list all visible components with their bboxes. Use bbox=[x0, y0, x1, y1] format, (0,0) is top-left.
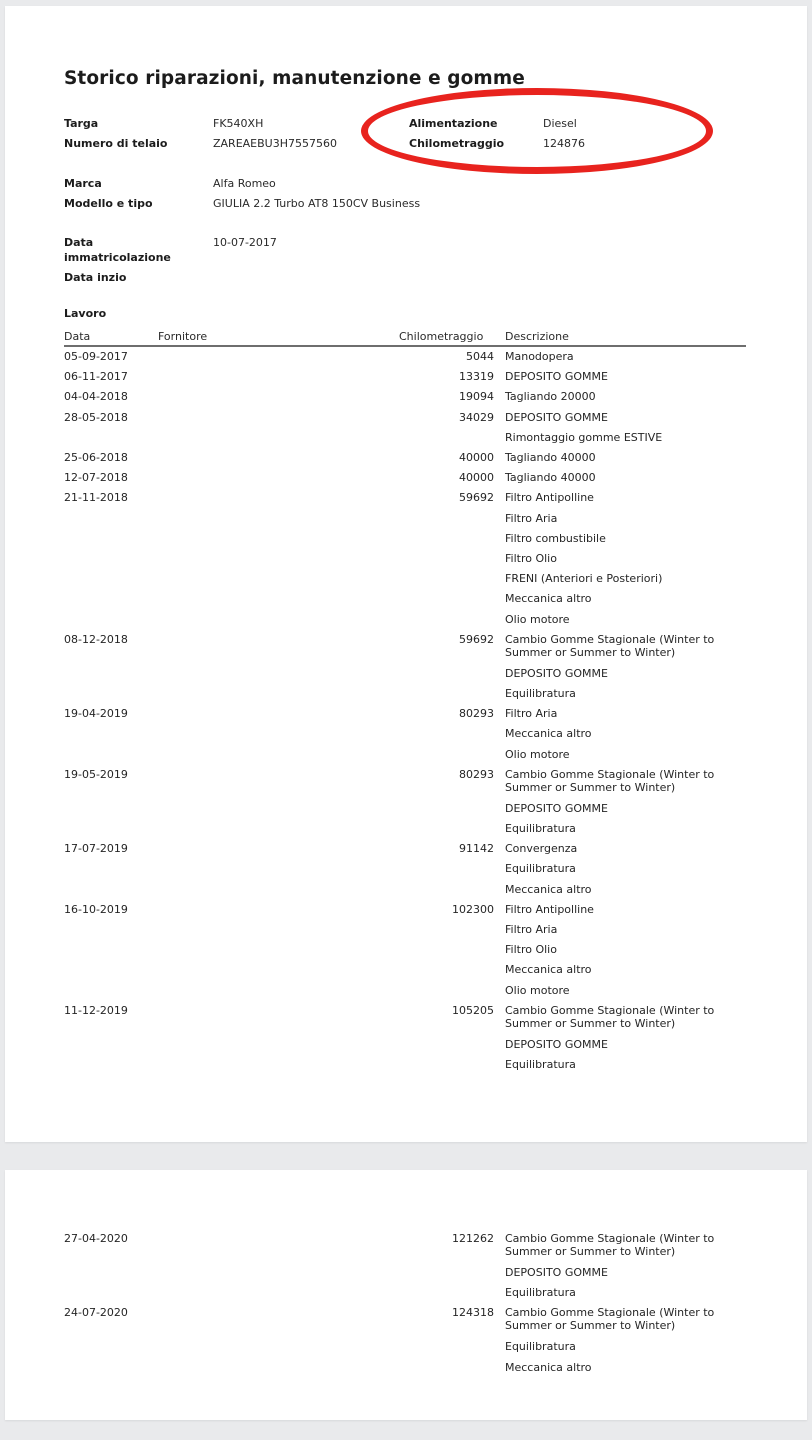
row-description bbox=[505, 411, 745, 451]
modello-label: Modello e tipo bbox=[64, 197, 153, 210]
row-km: 91142 bbox=[459, 842, 494, 856]
row-description bbox=[505, 350, 745, 370]
description-item: DEPOSITO GOMME bbox=[505, 666, 608, 680]
description-item: Meccanica altro bbox=[505, 727, 592, 741]
row-date: 27-04-2020 bbox=[64, 1232, 128, 1245]
document-page-1 bbox=[5, 6, 807, 1142]
description-item: Equilibratura bbox=[505, 686, 576, 700]
column-header-descrizione: Descrizione bbox=[505, 330, 569, 343]
targa-value: FK540XH bbox=[213, 117, 264, 130]
telaio-label: Numero di telaio bbox=[64, 137, 168, 150]
description-item: Tagliando 40000 bbox=[505, 451, 596, 464]
row-km: 5044 bbox=[466, 350, 494, 363]
description-item: Tagliando 20000 bbox=[505, 390, 596, 404]
row-date: 16-10-2019 bbox=[64, 902, 128, 916]
description-item: Filtro Aria bbox=[505, 922, 558, 936]
description-item: Equilibratura bbox=[505, 1286, 576, 1300]
row-date: 04-04-2018 bbox=[64, 390, 128, 404]
chilometraggio-label: Chilometraggio bbox=[409, 137, 505, 150]
column-header-chilometraggio: Chilometraggio bbox=[399, 330, 484, 343]
row-date: 28-05-2018 bbox=[64, 410, 128, 424]
description-item: Filtro Aria bbox=[505, 511, 558, 525]
row-description bbox=[505, 491, 745, 632]
description-item: Filtro combustibile bbox=[505, 531, 606, 545]
page-title: Storico riparazioni, manutenzione e gomme bbox=[64, 68, 525, 89]
header-divider bbox=[64, 345, 746, 347]
row-description bbox=[505, 1306, 745, 1380]
row-km: 59692 bbox=[459, 491, 494, 505]
description-item: Tagliando 40000 bbox=[505, 471, 596, 485]
row-date: 24-07-2020 bbox=[64, 1306, 128, 1320]
row-km: 124318 bbox=[452, 1306, 494, 1320]
description-item: Equilibratura bbox=[505, 821, 576, 835]
row-description bbox=[505, 451, 745, 471]
description-item: DEPOSITO GOMME bbox=[505, 370, 608, 384]
description-item: Olio motore bbox=[505, 983, 570, 997]
description-item: Convergenza bbox=[505, 842, 578, 856]
row-description bbox=[505, 370, 745, 390]
alimentazione-label: Alimentazione bbox=[409, 117, 498, 130]
row-date: 05-09-2017 bbox=[64, 350, 128, 363]
inizio-label: Data inzio bbox=[64, 271, 127, 284]
description-item: DEPOSITO GOMME bbox=[505, 410, 608, 424]
targa-label: Targa bbox=[64, 117, 99, 130]
row-km: 105205 bbox=[452, 1003, 494, 1017]
marca-value: Alfa Romeo bbox=[213, 177, 276, 190]
row-description bbox=[505, 1232, 745, 1306]
description-item: Equilibratura bbox=[505, 862, 576, 876]
description-item: DEPOSITO GOMME bbox=[505, 1037, 608, 1051]
row-description bbox=[505, 471, 745, 491]
description-item: Filtro Olio bbox=[505, 943, 557, 957]
row-date: 19-05-2019 bbox=[64, 767, 128, 781]
row-km: 80293 bbox=[459, 707, 494, 721]
row-date: 12-07-2018 bbox=[64, 471, 128, 485]
row-description bbox=[505, 903, 745, 1004]
row-description bbox=[505, 633, 745, 707]
section-label-lavoro: Lavoro bbox=[64, 307, 107, 320]
column-header-fornitore: Fornitore bbox=[158, 330, 208, 343]
row-km: 34029 bbox=[459, 410, 494, 424]
row-date: 19-04-2019 bbox=[64, 707, 128, 721]
row-km: 121262 bbox=[452, 1232, 494, 1245]
row-km: 13319 bbox=[459, 370, 494, 384]
row-date: 25-06-2018 bbox=[64, 451, 128, 464]
alimentazione-value: Diesel bbox=[543, 117, 577, 130]
document-page-2 bbox=[5, 1170, 807, 1420]
row-description bbox=[505, 707, 745, 768]
column-header-data: Data bbox=[64, 330, 91, 343]
description-item: Olio motore bbox=[505, 612, 570, 626]
highlight-circle bbox=[361, 88, 713, 174]
description-item: DEPOSITO GOMME bbox=[505, 1266, 608, 1279]
row-date: 06-11-2017 bbox=[64, 370, 128, 384]
description-item: Meccanica altro bbox=[505, 963, 592, 977]
row-date: 08-12-2018 bbox=[64, 632, 128, 646]
description-item: Filtro Olio bbox=[505, 551, 557, 565]
description-item: Meccanica altro bbox=[505, 882, 592, 896]
chilometraggio-value: 124876 bbox=[543, 137, 585, 150]
marca-label: Marca bbox=[64, 177, 102, 190]
row-date: 21-11-2018 bbox=[64, 491, 128, 505]
row-km: 102300 bbox=[452, 902, 494, 916]
description-item: Cambio Gomme Stagionale (Winter to Summer or Summer to Winter) bbox=[505, 1003, 715, 1030]
description-item: DEPOSITO GOMME bbox=[505, 801, 608, 815]
row-km: 19094 bbox=[459, 390, 494, 404]
immatricolazione-value: 10-07-2017 bbox=[213, 236, 277, 249]
description-item: Equilibratura bbox=[505, 1340, 576, 1354]
description-item: Meccanica altro bbox=[505, 592, 592, 606]
description-item: Rimontaggio gomme ESTIVE bbox=[505, 430, 663, 444]
description-item: Equilibratura bbox=[505, 1057, 576, 1071]
description-item: FRENI (Anteriori e Posteriori) bbox=[505, 572, 663, 586]
description-item: Cambio Gomme Stagionale (Winter to Summer or Summer to Winter) bbox=[505, 1306, 715, 1333]
description-item: Filtro Antipolline bbox=[505, 902, 594, 916]
description-item: Meccanica altro bbox=[505, 1360, 592, 1374]
row-date: 11-12-2019 bbox=[64, 1003, 128, 1017]
telaio-value: ZAREAEBU3H7557560 bbox=[213, 137, 337, 150]
modello-value: GIULIA 2.2 Turbo AT8 150CV Business bbox=[213, 197, 421, 210]
row-date: 17-07-2019 bbox=[64, 842, 128, 856]
immatricolazione-label: Data immatricolazione bbox=[64, 236, 171, 264]
description-item: Cambio Gomme Stagionale (Winter to Summer or Summer to Winter) bbox=[505, 767, 715, 794]
row-description bbox=[505, 842, 745, 903]
row-km: 59692 bbox=[459, 632, 494, 646]
row-km: 40000 bbox=[459, 451, 494, 464]
description-item: Cambio Gomme Stagionale (Winter to Summer or Summer to Winter) bbox=[505, 632, 715, 659]
description-item: Manodopera bbox=[505, 350, 574, 363]
description-item: Filtro Aria bbox=[505, 707, 558, 721]
description-item: Filtro Antipolline bbox=[505, 491, 594, 505]
row-description bbox=[505, 768, 745, 842]
description-item: Olio motore bbox=[505, 747, 570, 761]
description-item: Cambio Gomme Stagionale (Winter to Summer or Summer to Winter) bbox=[505, 1232, 715, 1258]
row-description bbox=[505, 1004, 745, 1078]
row-km: 80293 bbox=[459, 767, 494, 781]
row-description bbox=[505, 390, 745, 410]
row-km: 40000 bbox=[459, 471, 494, 485]
